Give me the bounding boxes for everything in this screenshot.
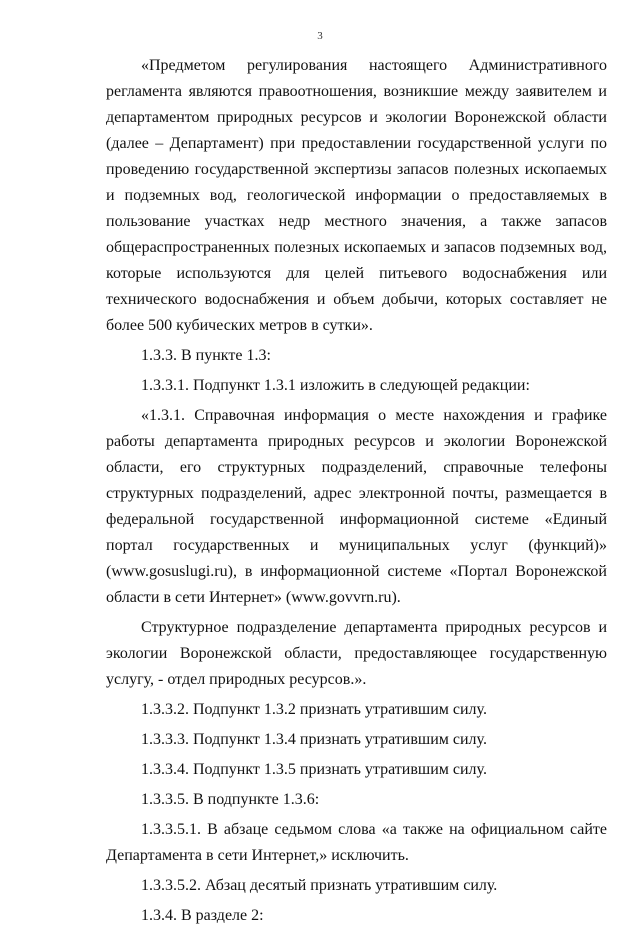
paragraph-1-3-3-2: 1.3.3.2. Подпункт 1.3.2 признать утратившим силу. (141, 701, 487, 718)
paragraph-structural-unit: Структурное подразделение департамента природных ресурсов и экологии Воронежской области, предоставляющее государственную услугу, - отдел природных ресурсов.». (106, 619, 607, 688)
paragraph-1-3-4: 1.3.4. В разделе 2: (141, 907, 264, 924)
page-number: 3 (317, 30, 323, 42)
document-body (106, 53, 607, 929)
paragraph-1-3-3-1: 1.3.3.1. Подпункт 1.3.1 изложить в следующей редакции: (141, 377, 530, 394)
paragraph-1-3-3-3: 1.3.3.3. Подпункт 1.3.4 признать утратившим силу. (141, 731, 487, 748)
paragraph-1-3-3-5-1: 1.3.3.5.1. В абзаце седьмом слова «а также на официальном сайте Департамента в сети Интернет,» исключить. (106, 821, 607, 864)
paragraph-1-3-1-reference-info: «1.3.1. Справочная информация о месте нахождения и графике работы департамента природных ресурсов и экологии Воронежской области, его структурных подразделений, справочные телефоны структурных подразделений, адрес электронной почты, размещается в федеральной государственной информационной системе «Единый портал государственных и муниципальных услуг (функций)» (www.gosuslugi.ru), в информационной системе «Портал Воронежской области в сети Интернет» (www.govvrn.ru). (106, 407, 607, 606)
paragraph-subject-of-regulation: «Предметом регулирования настоящего Административного регламента являются правоотношения, возникшие между заявителем и департаментом природных ресурсов и экологии Воронежской области (далее – Департамент) при предоставлении государственной услуги по проведению государственной экспертизы запасов полезных ископаемых и подземных вод, геологической информации о предоставляемых в пользование участках недр местного значения, а также запасов общераспространенных полезных ископаемых и запасов подземных вод, которые используются для целей питьевого водоснабжения или технического водоснабжения и объем добычи, которых составляет не более 500 кубических метров в сутки». (106, 57, 607, 334)
paragraph-1-3-3: 1.3.3. В пункте 1.3: (141, 347, 271, 364)
paragraph-1-3-3-5: 1.3.3.5. В подпункте 1.3.6: (141, 791, 320, 808)
paragraph-1-3-3-4: 1.3.3.4. Подпункт 1.3.5 признать утратившим силу. (141, 761, 487, 778)
paragraph-1-3-3-5-2: 1.3.3.5.2. Абзац десятый признать утратившим силу. (141, 877, 498, 894)
